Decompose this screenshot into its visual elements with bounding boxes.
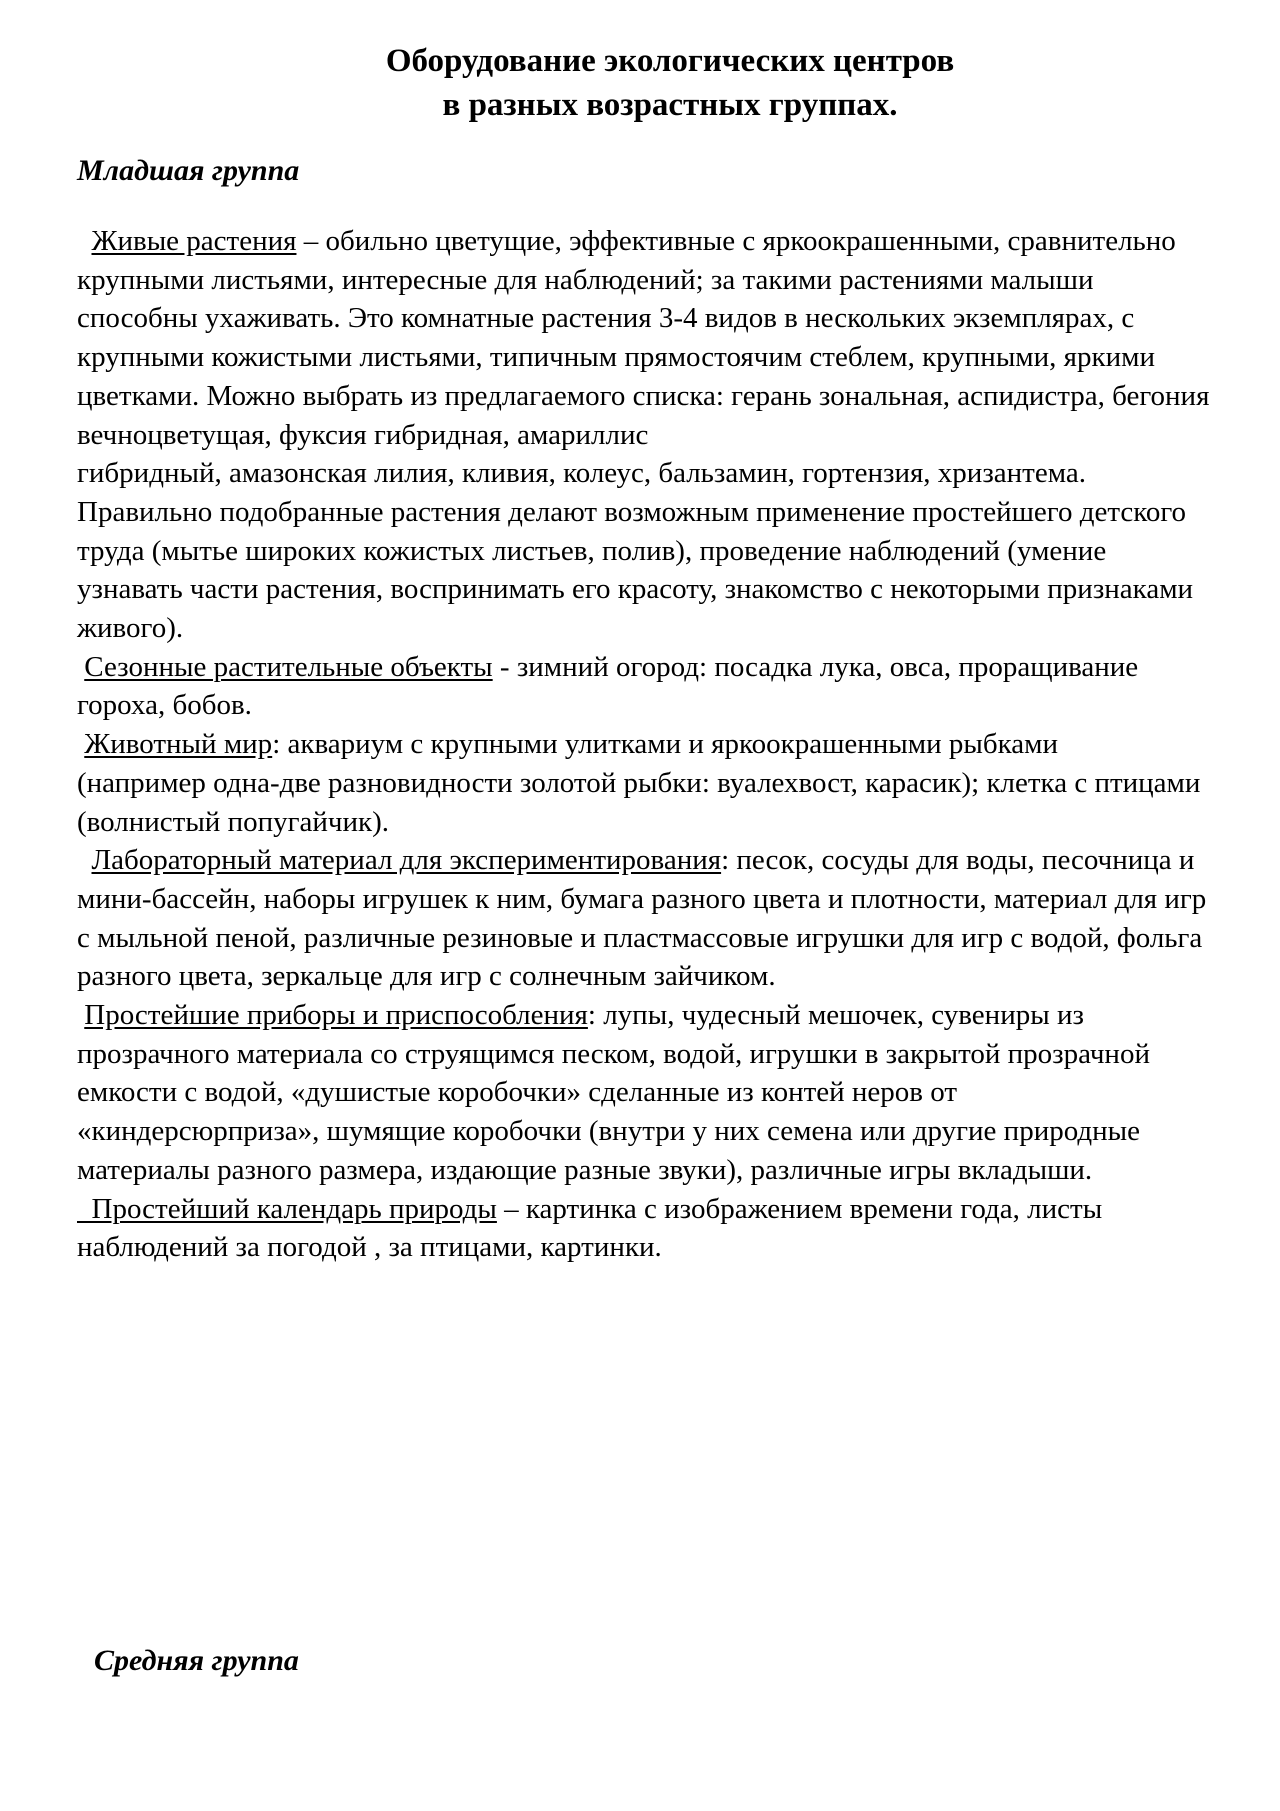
term-seasonal-objects: Сезонные растительные объекты	[84, 650, 493, 683]
document-title-line1: Оборудование экологических центров	[385, 43, 955, 79]
seasonal-description: - зимний огород: посадка лука, овса, проращивание гороха, бобов.	[77, 650, 1139, 722]
document-title-line2: в разных возрастных группах.	[442, 87, 898, 123]
paragraph-plants	[77, 222, 1217, 454]
devices-description: : лупы, чудесный мешочек, сувениры из прозрачного материала со струящимся песком, водой, игрушки в закрытой прозрачной емкости с водой, «душистые коробочки» сделанные из контей неров от	[77, 999, 1150, 1109]
paragraph-plants-benefits: Правильно подобранные растения делают возможным применение простейшего детского труда (мытье широких кожистых листьев, полив), проведение наблюдений (умение узнавать части растения, воспринимать его красоту, знакомство с некоторыми признаками живого).	[77, 495, 1194, 645]
section-heading-junior: Младшая группа	[77, 154, 300, 187]
paragraph-plants-cont: гибридный, амазонская лилия, кливия, колеус, бальзамин, гортензия, хризантема.	[77, 457, 1086, 490]
term-nature-calendar: Простейший календарь природы	[91, 1192, 497, 1225]
paragraph-devices-cont: «киндерсюрприза», шумящие коробочки (внутри у них семена или другие природные материалы разного размера, издающие разные звуки), различные игры вкладыши.	[77, 1115, 1141, 1186]
plants-description: – обильно цветущие, эффективные с яркоокрашенными, сравнительно крупными листьями, интересные для наблюдений; за такими растениями малыши способны ухаживать. Это комнатные растения 3-4 видов в нескольких экземплярах, с крупными кожистыми листьями, типичным прямостоячим стеблем, крупными, яркими цветками. Можно выбрать из предлагаемого списка: герань зональная, аспидистра, бегония вечноцветущая, фуксия гибридная, амариллис	[77, 225, 1210, 451]
paragraph-animals-cont: (например одна-две разновидности золотой рыбки: вуалехвост, карасик); клетка с птицами (волнистый попугайчик).	[77, 766, 1201, 838]
lab-description: : песок, сосуды для воды, песочница и мини-бассейн, наборы игрушек к ним, бумага разного цвета и плотности, материал для игр с мыльной пеной, различные резиновые и пластмассовые игрушки для игр с водой, фольга разного цвета, зеркальце для игр с солнечным зайчиком.	[77, 844, 1207, 993]
section-heading-middle: Средняя группа	[94, 1644, 299, 1677]
term-simple-devices: Простейшие приборы и приспособления	[84, 999, 588, 1032]
paragraph-animals	[77, 725, 1217, 764]
calendar-description: – картинка с изображением времени года, листы наблюдений за погодой , за птицами, картинки.	[77, 1192, 1103, 1264]
term-live-plants: Живые растения	[91, 225, 297, 257]
term-animal-world: Животный мир	[84, 728, 273, 761]
paragraph-calendar	[77, 1190, 1217, 1267]
paragraph-lab	[77, 841, 1217, 996]
term-lab-material: Лабораторный материал для экспериментирования	[91, 844, 722, 877]
paragraph-seasonal	[77, 648, 1217, 725]
animals-description: : аквариум с крупными улитками и яркоокрашенными рыбками	[272, 728, 1059, 761]
junior-section-body	[77, 222, 1217, 1267]
paragraph-devices	[77, 996, 1217, 1112]
